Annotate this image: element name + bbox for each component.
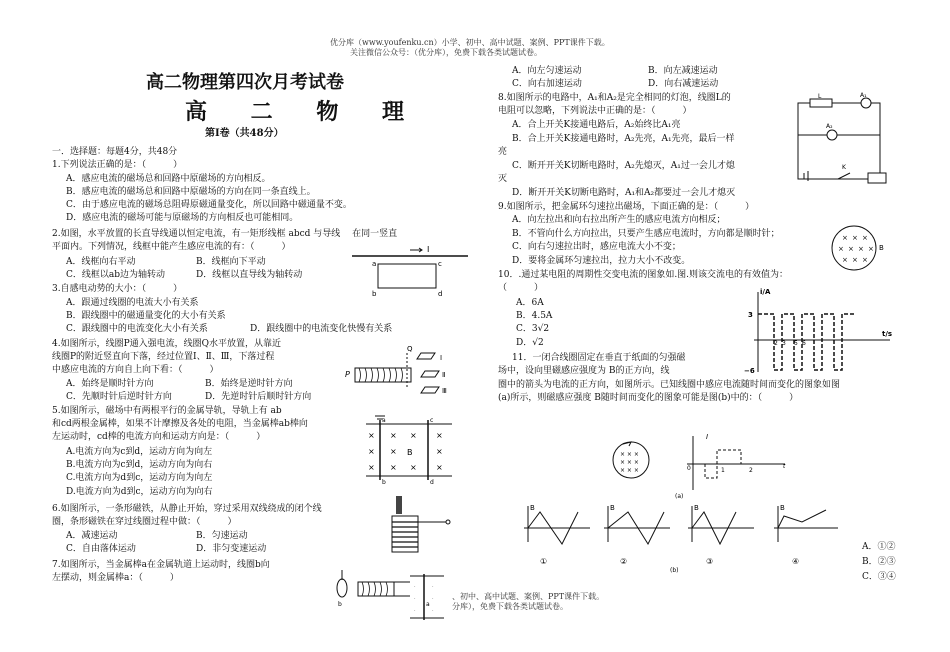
svg-text:×: × (436, 463, 443, 472)
svg-text:×: × (368, 463, 375, 472)
svg-text:×: × (390, 463, 397, 472)
q3-option-d: D．跟线圈中的电流变化快慢有关系 (250, 324, 393, 334)
q11-b1-number: ① (540, 557, 548, 566)
section-intro: 一．选择题：每题4分，共48分 (52, 147, 178, 157)
exam-subtitle: 高 二 物 理 (185, 99, 422, 125)
q8-label-k: K (842, 164, 846, 171)
svg-text:×: × (390, 431, 397, 440)
q10-tick-neg6: −6 (744, 367, 755, 375)
q2-label-c: c (438, 260, 442, 268)
q10-option-b: B．4.5A (516, 311, 553, 321)
q10-stem-1: 10．.通过某电阻的周期性交变电流的图象如.图.则该交流电的有效值为： (498, 270, 789, 280)
q8-stem-1: 8.如图所示的电路中，A₁和A₂是完全相同的灯泡，线圈L的 (498, 93, 731, 103)
q10-option-c: C．3√2 (516, 324, 550, 334)
q10-tick-t3: 5 (794, 340, 798, 347)
q11-figure-b (520, 502, 840, 574)
q6-option-c: C．自由落体运动 (66, 544, 136, 554)
q4-figure (345, 343, 455, 403)
q11-option-a: A．①② (862, 542, 896, 552)
q1-option-c: C．由于感应电流的磁场总阻碍原磁通量变化，所以回路中磁通量不变。 (66, 200, 352, 210)
q6-figure (380, 496, 455, 556)
q11-label-fa: (a) (675, 493, 684, 500)
q11-stem-2: 场中，设向里磁感应强度为 B的正方向，线 (498, 366, 670, 376)
q4-label-r2: Ⅱ (442, 371, 446, 379)
q2-label-b: b (372, 290, 377, 298)
q10-tick-t2: 3 (782, 340, 786, 347)
q11-b-graph-4 (774, 504, 838, 566)
q10-option-a: A．6A (516, 298, 544, 308)
q8-label-a1: A₁ (860, 92, 867, 99)
q11-b2-number: ② (620, 557, 628, 566)
q5-option-d: D.电流方向为d到c，运动方向为向右 (66, 487, 213, 497)
q3-option-a: A．跟通过线圈的电流大小有关系 (66, 298, 199, 308)
q2-figure (350, 242, 470, 300)
svg-text:×: × (838, 245, 844, 253)
q11-a-label-2: 2 (749, 467, 753, 474)
q11-b-graph-1 (524, 504, 590, 566)
q9-label-b: B (879, 244, 884, 252)
q5-option-b: B.电流方向为c到d，运动方向为向右 (66, 460, 213, 470)
q9-stem: 9.如图所示，把金属环匀速拉出磁场，下面正确的是：（ ） (498, 202, 755, 212)
q10-tick-3: 3 (748, 311, 753, 319)
q11-label-fb: (b) (670, 567, 679, 574)
q10-xlabel: t/s (882, 330, 893, 338)
svg-text:×: × (848, 245, 854, 253)
q5-label-bb: b (382, 479, 386, 486)
q8-option-c-1: C．断开开关K切断电路时，A₂先熄灭，A₁过一会儿才熄 (512, 161, 735, 171)
q5-stem-2: 和cd两根金属棒，如果不计摩擦及各处的电阻，当金属棒ab棒向 (52, 419, 308, 429)
svg-text:×: × (436, 431, 443, 440)
q11-figure-a (605, 430, 795, 502)
svg-text:×: × (842, 234, 848, 242)
svg-text:×: × (862, 256, 868, 264)
q7-label-a: a (426, 601, 430, 608)
q8-label-a2: A₂ (826, 123, 833, 130)
q1-stem: 1.下列说法正确的是：（ ） (52, 160, 183, 170)
q1-option-b: B．感应电流的磁场总和回路中原磁场的方向在同一条直线上。 (66, 187, 316, 197)
q5-label-c: c (430, 417, 434, 424)
svg-text:×: × (858, 245, 864, 253)
q2-option-c: C．线框以ab边为轴转动 (66, 270, 166, 280)
q4-label-r1: Ⅰ (440, 354, 443, 362)
q5-option-c: C.电流方向为d到c，运动方向为向左 (66, 473, 213, 483)
q5-stem-1: 5.如图所示，磁场中有两根平行的金属导轨，导轨上有 ab (52, 406, 282, 416)
q5-label-a: a (382, 417, 386, 424)
q11-b2-label: B (610, 504, 615, 512)
svg-text:×: × (368, 447, 375, 456)
q10-option-d: D．√2 (516, 338, 544, 348)
q5-stem-3: 左运动时，cd棒的电流方向和运动方向是：（ ） (52, 432, 266, 442)
svg-text:×: × (868, 245, 874, 253)
exam-title: 高二物理第四次月考试卷 (146, 72, 344, 93)
q11-stem-1: 11．一闭合线圈固定在垂直于纸面的匀强磁 (512, 353, 686, 363)
q9-option-d: D．要将金属环匀速拉出，拉力大小不改变。 (512, 256, 691, 266)
svg-text:×: × (842, 256, 848, 264)
q6-option-b: B．匀速运动 (196, 531, 248, 541)
q2-label-d: d (438, 290, 443, 298)
q11-b4-number: ④ (792, 557, 800, 566)
q7-label-b: b (338, 601, 342, 608)
q9-figure (828, 222, 888, 274)
q8-figure (792, 92, 894, 185)
svg-text:·: · (414, 584, 416, 590)
q2-option-d: D．线框以直导线为轴转动 (196, 270, 303, 280)
q8-option-c-2: 灭 (498, 174, 508, 184)
svg-text:× × ×: × × × (620, 467, 639, 474)
q1-option-a: A．感应电流的磁场总和回路中原磁场的方向相反。 (66, 174, 271, 184)
q6-stem-2: 圈，条形磁铁在穿过线圈过程中做：（ ） (52, 517, 237, 527)
q2-stem-2: 平面内。下列情况，线框中能产生感应电流的有：（ ） (52, 242, 291, 252)
q7-option-b: B．向左减速运动 (648, 66, 718, 76)
q11-b4-label: B (780, 504, 785, 512)
q10-ylabel: i/A (760, 288, 771, 296)
q4-option-b: B．始终是逆时针方向 (205, 379, 293, 389)
q7-option-a: A．向左匀速运动 (512, 66, 582, 76)
svg-text:·: · (414, 608, 416, 614)
q7-figure (332, 566, 450, 622)
q4-option-a: A．始终是顺时针方向 (66, 379, 154, 389)
svg-text:×: × (410, 431, 417, 440)
q6-option-d: D．非匀变速运动 (196, 544, 267, 554)
q9-option-c: C．向右匀速拉出时，感应电流大小不变； (512, 242, 681, 252)
q2-stem-1: 2.如图，水平放置的长直导线通以恒定电流，有一矩形线框 abcd 与导线 在同一竖直 (52, 229, 398, 239)
q7-stem-2: 左摆动，则金属棒a：（ ） (52, 573, 179, 583)
q5-option-a: A.电流方向为c到d，运动方向为向左 (66, 447, 213, 457)
q4-option-c: C．先顺时针后逆时针方向 (66, 392, 172, 402)
q10-figure (730, 288, 900, 380)
q8-option-d: D．断开开关K切断电路时，A₁和A₂都要过一会儿才熄灭 (512, 188, 736, 198)
q8-option-b-1: B．合上开关K接通电路时，A₂先亮，A₁先亮，最后一样 (512, 134, 735, 144)
q5-figure (362, 412, 457, 484)
q4-stem-1: 4.如图所示，线圈P通入强电流，线圈Q水平放置，从靠近 (52, 339, 282, 349)
svg-text:·: · (432, 584, 434, 590)
q8-option-a: A．合上开关K接通电路后，A₂始终比A₁亮 (512, 120, 681, 130)
q11-stem-4: (a)所示，则磁感应强度 B随时间而变化的图象可能是图(b)中的：（ ） (498, 393, 799, 403)
q11-b1-label: B (530, 504, 535, 512)
q4-label-p: P (345, 370, 350, 379)
q4-stem-3: 中感应电流的方向自上向下看：（ ） (52, 365, 219, 375)
svg-text:× × ×: × × × (620, 459, 639, 466)
q2-label-a: a (372, 260, 377, 268)
q9-option-a: A．向左拉出和向右拉出所产生的感应电流方向相反； (512, 215, 726, 225)
svg-text:·: · (432, 608, 434, 614)
svg-text:×: × (436, 447, 443, 456)
q3-option-b: B．跟线圈中的磁通量变化的大小有关系 (66, 311, 226, 321)
q9-option-b: B．不管向什么方向拉出，只要产生感应电流时，方向都是顺时针； (512, 229, 780, 239)
q11-b3-number: ③ (706, 557, 714, 566)
footer-line-1: 、初中、高中试题、案例、PPT课件下载。 (452, 592, 605, 601)
svg-text:·: · (414, 596, 416, 602)
q2-label-i: I (427, 245, 430, 254)
q8-label-l: L (818, 93, 822, 100)
svg-text:×: × (390, 447, 397, 456)
q10-tick-t1: 2 (774, 340, 778, 347)
q11-a-label-i: I (706, 433, 709, 441)
q11-b-graph-2 (604, 504, 670, 566)
q11-a-label-o: 0 (687, 465, 691, 472)
header-line-2: 关注微信公众号：（优分库），免费下载各类试题试卷。 (350, 48, 542, 57)
q4-label-q: Q (407, 345, 413, 353)
q5-label-b-field: B (407, 448, 413, 457)
q11-a-label-t: t (783, 463, 786, 470)
q4-label-r3: Ⅲ (442, 387, 447, 395)
q1-option-d: D．感应电流的磁场可能与原磁场的方向相反也可能相同。 (66, 213, 299, 223)
q3-stem: 3.自感电动势的大小：（ ） (52, 284, 183, 294)
q7-option-d: D．向右减速运动 (648, 79, 719, 89)
svg-text:·: · (432, 596, 434, 602)
q8-option-b-2: 亮 (498, 147, 508, 157)
q7-stem-1: 7.如图所示，当金属棒a在金属轨道上运动时，线圈b向 (52, 560, 270, 570)
svg-text:×: × (852, 256, 858, 264)
section-heading: 第Ⅰ卷（共48分） (205, 128, 284, 139)
q10-stem-2: （ ） (498, 283, 544, 293)
q3-option-c: C．跟线圈中的电流变化大小有关系 (66, 324, 208, 334)
q2-option-b: B．线框向下平动 (196, 257, 266, 267)
q4-option-d: D．先逆时针后顺时针方向 (205, 392, 312, 402)
q8-stem-2: 电阻可以忽略，下列说法中正确的是：（ ） (498, 106, 692, 116)
footer-line-2: 分库），免费下载各类试题试卷。 (452, 602, 568, 611)
svg-text:×: × (862, 234, 868, 242)
q11-stem-3: 圈中的箭头为电流的正方向，如图所示。已知线圈中感应电流随时间而变化的图象如图 (498, 380, 841, 390)
q6-stem-1: 6.如图所示，一条形磁铁，从静止开始，穿过采用双线绕成的闭个线 (52, 504, 322, 514)
q11-option-b: B．②③ (862, 557, 896, 567)
svg-text:× × ×: × × × (620, 451, 639, 458)
q5-label-d: d (430, 479, 434, 486)
q11-b-graph-3 (688, 504, 754, 566)
q11-b3-label: B (694, 504, 699, 512)
q10-tick-t4: 6 (802, 340, 806, 347)
q6-option-a: A．减速运动 (66, 531, 118, 541)
svg-text:×: × (368, 431, 375, 440)
header-line-1: 优分库（www.youfenku.cn）小学、初中、高中试题、案例、PPT课件下载。 (330, 38, 610, 47)
q4-stem-2: 线圈P的附近竖直向下落，经过位置Ⅰ、Ⅱ、Ⅲ，下落过程 (52, 352, 275, 362)
q2-option-a: A．线框向右平动 (66, 257, 136, 267)
svg-text:×: × (852, 234, 858, 242)
q7-option-c: C．向右加速运动 (512, 79, 582, 89)
q11-a-label-1: 1 (721, 467, 725, 474)
q11-option-c: C．③④ (862, 572, 896, 582)
svg-text:×: × (410, 463, 417, 472)
